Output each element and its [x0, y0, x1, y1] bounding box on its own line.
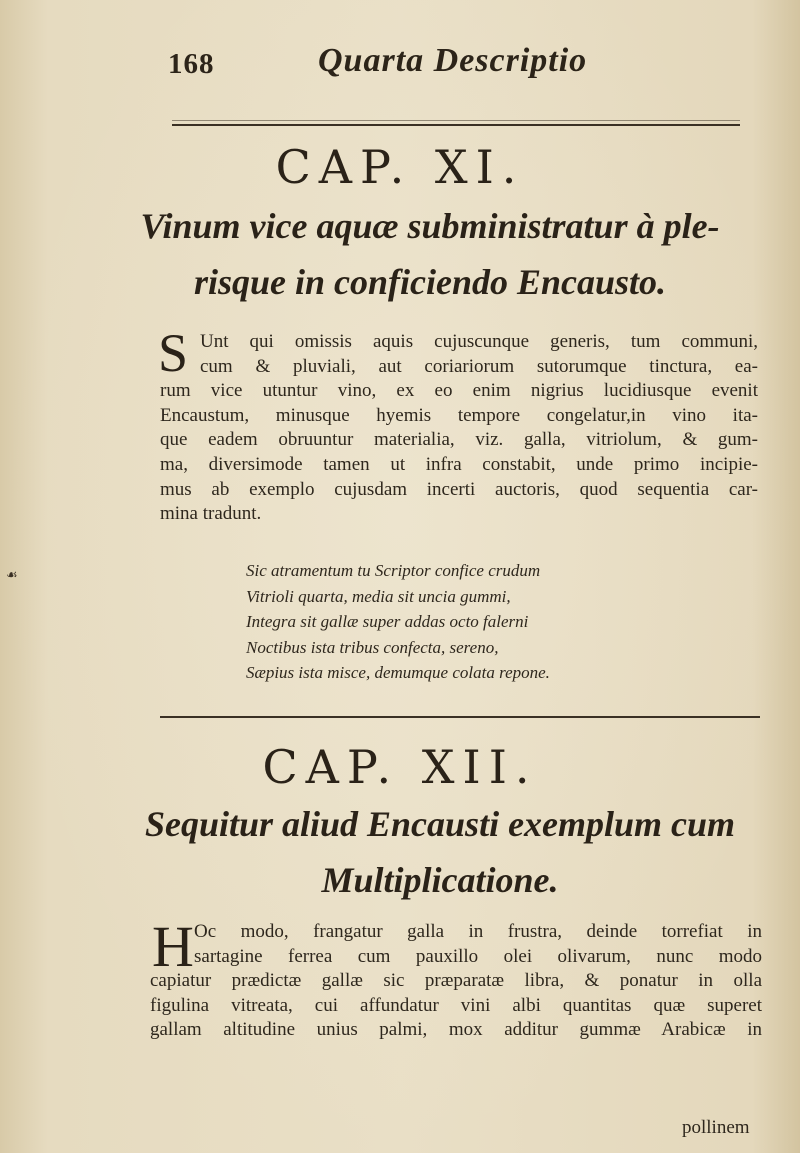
- body-line: que eadem obruuntur materialia, viz. galla, vitriolum, & gum-: [160, 429, 758, 451]
- body-line: Encaustum, minusque hyemis tempore congelatur,in vino ita-: [160, 404, 758, 426]
- verse-line: Sæpius ista misce, demumque colata repone.: [246, 663, 550, 682]
- chapter-11-title: [110, 198, 750, 310]
- chapter-12-title-line: Multiplicatione.: [321, 860, 559, 900]
- body-line: rum vice utuntur vino, ex eo enim nigrius lucidiusque evenit: [160, 380, 758, 402]
- page-number: 168: [168, 48, 215, 80]
- chapter-12-body: [150, 914, 762, 1043]
- chapter-11-verse: [246, 558, 550, 686]
- chapter-divider-rule: [160, 716, 760, 718]
- body-line: sartagine ferrea cum pauxillo olei olivarum, nunc modo: [194, 945, 762, 967]
- running-title: Quarta Descriptio: [318, 42, 588, 79]
- chapter-11-drop-cap: S: [158, 323, 189, 383]
- body-line: ma, diversimode tamen ut infra constabit, unde primo incipie-: [160, 453, 758, 475]
- chapter-12-heading: CAP. XII.: [262, 740, 538, 794]
- body-line: Unt qui omissis aquis cujuscunque generis, tum communi,: [200, 331, 758, 352]
- margin-mark: ☙: [6, 568, 18, 583]
- chapter-11-body: [160, 330, 758, 527]
- catchword: pollinem: [682, 1117, 750, 1138]
- verse-line: Noctibus ista tribus confecta, sereno,: [246, 637, 499, 657]
- body-line: Oc modo, frangatur galla in frustra, deinde torrefiat in: [194, 921, 762, 942]
- chapter-12-drop-cap: H: [152, 914, 194, 979]
- body-line: cum & pluviali, aut coriariorum sutorumque tinctura, ea-: [200, 355, 758, 377]
- header-rule-upper: [172, 120, 740, 121]
- body-line: capiatur prædictæ gallæ sic præparatæ libra, & ponatur in olla: [150, 970, 762, 992]
- header-rule: [172, 124, 740, 126]
- verse-line: Integra sit gallæ super addas octo falerni: [246, 612, 529, 631]
- chapter-11-title-line: risque in conficiendo Encausto.: [193, 262, 667, 302]
- body-line: gallam altitudine unius palmi, mox additur gummæ Arabicæ in: [150, 1019, 762, 1041]
- body-line: figulina vitreata, cui affundatur vini albi quantitas quæ superet: [150, 994, 762, 1016]
- verse-line: Vitrioli quarta, media sit uncia gummi,: [246, 586, 511, 606]
- chapter-12-title-line: Sequitur aliud Encausti exemplum cum: [144, 804, 736, 844]
- running-head: [168, 42, 648, 92]
- chapter-12-title: [120, 796, 760, 908]
- chapter-11-heading: CAP. XI.: [275, 140, 525, 194]
- chapter-11-title-line: Vinum vice aquæ subministratur à ple-: [140, 206, 720, 246]
- verse-line: Sic atramentum tu Scriptor confice crudum: [246, 561, 541, 580]
- body-line: mus ab exemplo cujusdam incerti auctoris, quod sequentia car-: [160, 478, 758, 500]
- body-line: mina tradunt.: [160, 503, 262, 525]
